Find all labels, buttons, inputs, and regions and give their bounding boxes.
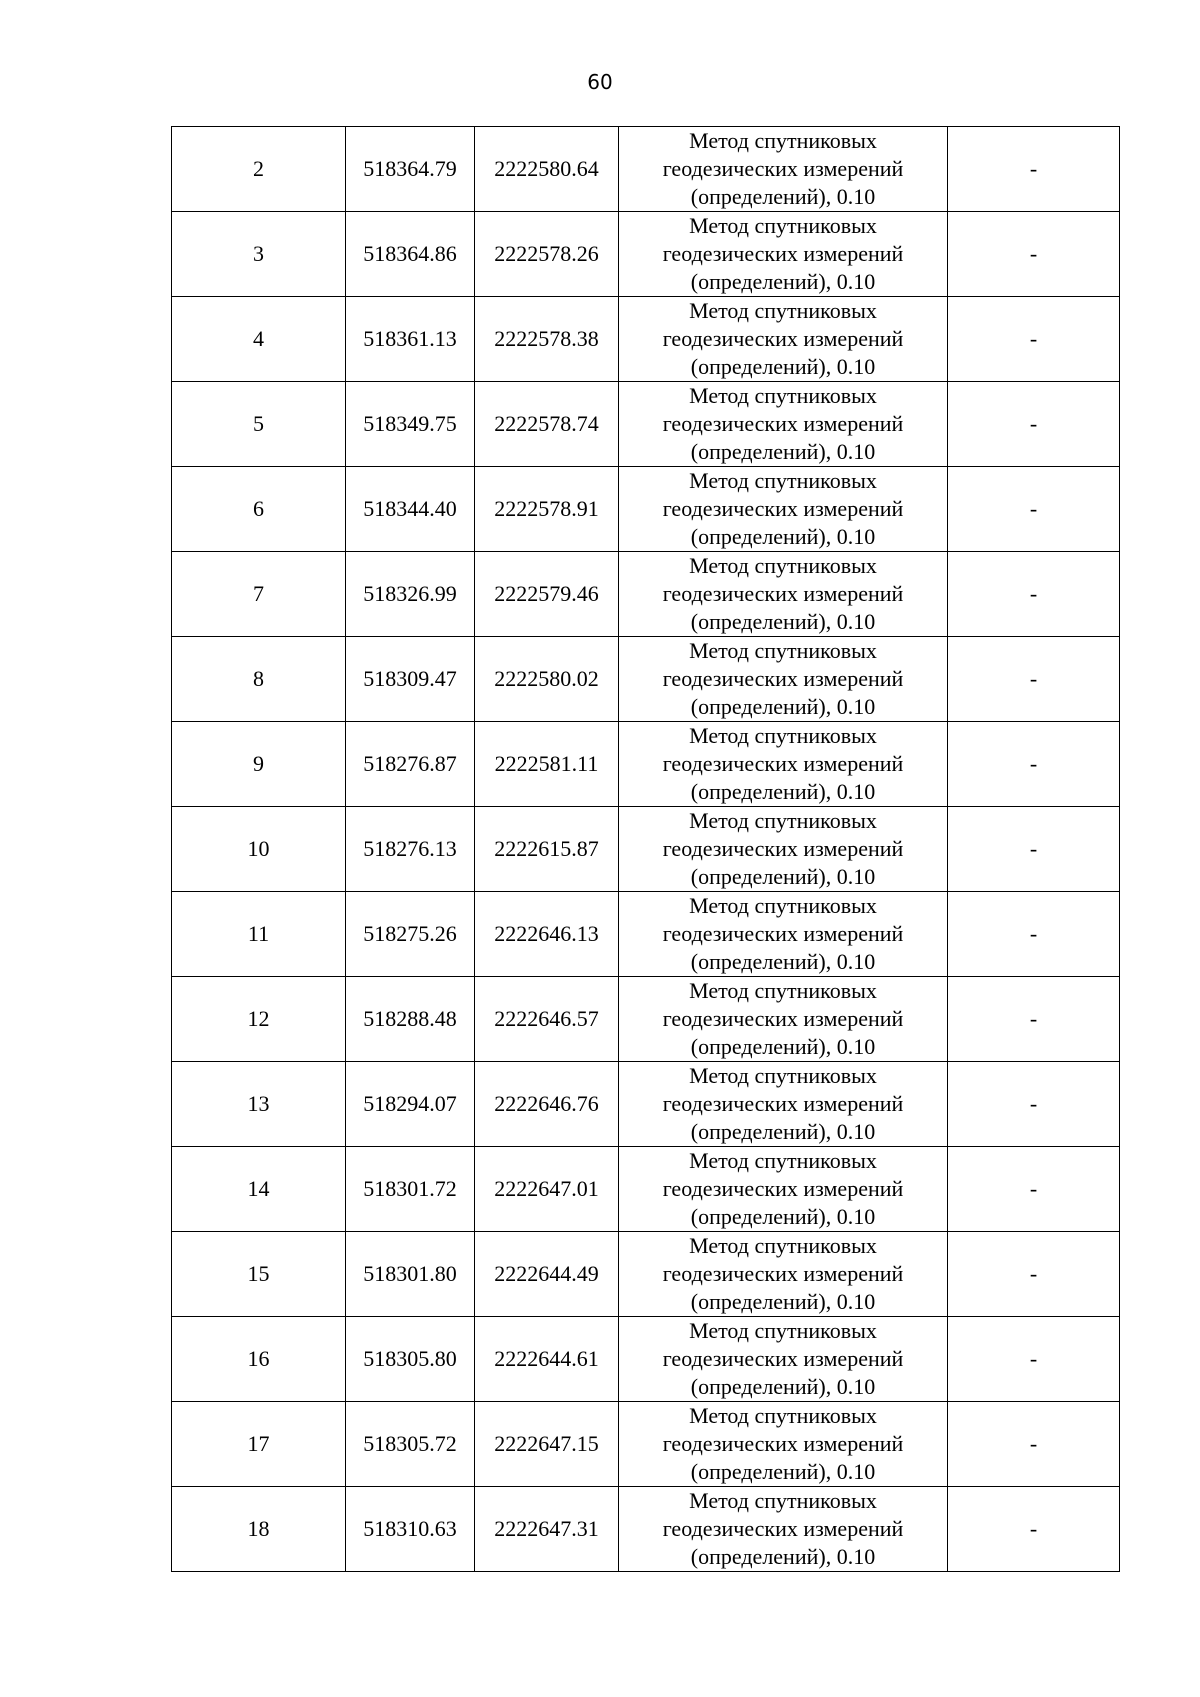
- method-line: Метод спутниковых: [689, 978, 877, 1003]
- method-line: (определений), 0.10: [690, 1034, 876, 1059]
- y-coordinate-cell: 2222615.87: [475, 807, 619, 892]
- x-coordinate-cell: 518364.79: [346, 127, 475, 212]
- table-row: [172, 382, 1120, 467]
- coordinates-table-body: [172, 127, 1120, 1572]
- method-line: Метод спутниковых: [689, 128, 877, 153]
- point-number-cell: 13: [172, 1062, 346, 1147]
- table-row: [172, 1062, 1120, 1147]
- method-cell: [619, 977, 948, 1062]
- method-line: геодезических измерений: [662, 581, 904, 606]
- point-number-cell: 3: [172, 212, 346, 297]
- x-coordinate-cell: 518310.63: [346, 1487, 475, 1572]
- note-cell: -: [948, 1402, 1120, 1487]
- note-cell: -: [948, 807, 1120, 892]
- method-line: геодезических измерений: [662, 836, 904, 861]
- method-line: (определений), 0.10: [690, 354, 876, 379]
- method-line: Метод спутниковых: [689, 893, 877, 918]
- method-line: геодезических измерений: [662, 156, 904, 181]
- x-coordinate-cell: 518349.75: [346, 382, 475, 467]
- method-line: геодезических измерений: [662, 1176, 904, 1201]
- x-coordinate-cell: 518344.40: [346, 467, 475, 552]
- note-cell: -: [948, 977, 1120, 1062]
- table-row: [172, 977, 1120, 1062]
- method-cell: [619, 1317, 948, 1402]
- method-cell: [619, 807, 948, 892]
- x-coordinate-cell: 518294.07: [346, 1062, 475, 1147]
- table-row: [172, 1317, 1120, 1402]
- method-line: (определений), 0.10: [690, 269, 876, 294]
- x-coordinate-cell: 518301.80: [346, 1232, 475, 1317]
- method-line: Метод спутниковых: [689, 1063, 877, 1088]
- y-coordinate-cell: 2222647.31: [475, 1487, 619, 1572]
- table-row: [172, 722, 1120, 807]
- x-coordinate-cell: 518364.86: [346, 212, 475, 297]
- x-coordinate-cell: 518309.47: [346, 637, 475, 722]
- table-row: [172, 127, 1120, 212]
- method-line: (определений), 0.10: [690, 779, 876, 804]
- point-number-cell: 14: [172, 1147, 346, 1232]
- method-cell: [619, 127, 948, 212]
- table-row: [172, 1402, 1120, 1487]
- method-line: геодезических измерений: [662, 666, 904, 691]
- table-row: [172, 552, 1120, 637]
- method-cell: [619, 382, 948, 467]
- note-cell: -: [948, 467, 1120, 552]
- point-number-cell: 9: [172, 722, 346, 807]
- point-number-cell: 4: [172, 297, 346, 382]
- x-coordinate-cell: 518288.48: [346, 977, 475, 1062]
- method-cell: [619, 722, 948, 807]
- method-cell: [619, 637, 948, 722]
- point-number-cell: 16: [172, 1317, 346, 1402]
- method-line: геодезических измерений: [662, 1091, 904, 1116]
- table-row: [172, 1147, 1120, 1232]
- method-cell: [619, 1487, 948, 1572]
- method-line: геодезических измерений: [662, 921, 904, 946]
- method-line: (определений), 0.10: [690, 184, 876, 209]
- point-number-cell: 11: [172, 892, 346, 977]
- method-line: (определений), 0.10: [690, 524, 876, 549]
- method-line: (определений), 0.10: [690, 694, 876, 719]
- point-number-cell: 2: [172, 127, 346, 212]
- y-coordinate-cell: 2222578.74: [475, 382, 619, 467]
- note-cell: -: [948, 1487, 1120, 1572]
- y-coordinate-cell: 2222580.64: [475, 127, 619, 212]
- y-coordinate-cell: 2222646.57: [475, 977, 619, 1062]
- method-line: геодезических измерений: [662, 1431, 904, 1456]
- method-line: Метод спутниковых: [689, 1488, 877, 1513]
- method-line: (определений), 0.10: [690, 1374, 876, 1399]
- method-cell: [619, 297, 948, 382]
- note-cell: -: [948, 297, 1120, 382]
- method-line: Метод спутниковых: [689, 468, 877, 493]
- method-line: Метод спутниковых: [689, 723, 877, 748]
- y-coordinate-cell: 2222581.11: [475, 722, 619, 807]
- y-coordinate-cell: 2222646.13: [475, 892, 619, 977]
- table-row: [172, 212, 1120, 297]
- x-coordinate-cell: 518301.72: [346, 1147, 475, 1232]
- method-line: Метод спутниковых: [689, 808, 877, 833]
- x-coordinate-cell: 518326.99: [346, 552, 475, 637]
- method-cell: [619, 1402, 948, 1487]
- note-cell: -: [948, 212, 1120, 297]
- method-line: Метод спутниковых: [689, 1148, 877, 1173]
- y-coordinate-cell: 2222578.91: [475, 467, 619, 552]
- y-coordinate-cell: 2222646.76: [475, 1062, 619, 1147]
- table-row: [172, 467, 1120, 552]
- method-line: геодезических измерений: [662, 1516, 904, 1541]
- method-line: Метод спутниковых: [689, 1233, 877, 1258]
- point-number-cell: 18: [172, 1487, 346, 1572]
- note-cell: -: [948, 1232, 1120, 1317]
- note-cell: -: [948, 892, 1120, 977]
- point-number-cell: 5: [172, 382, 346, 467]
- point-number-cell: 6: [172, 467, 346, 552]
- y-coordinate-cell: 2222578.38: [475, 297, 619, 382]
- method-line: Метод спутниковых: [689, 553, 877, 578]
- note-cell: -: [948, 722, 1120, 807]
- method-cell: [619, 1147, 948, 1232]
- method-line: (определений), 0.10: [690, 1459, 876, 1484]
- method-line: (определений), 0.10: [690, 439, 876, 464]
- note-cell: -: [948, 1062, 1120, 1147]
- y-coordinate-cell: 2222580.02: [475, 637, 619, 722]
- method-line: (определений), 0.10: [690, 1289, 876, 1314]
- table-row: [172, 892, 1120, 977]
- coordinates-table: [171, 126, 1120, 1572]
- method-cell: [619, 892, 948, 977]
- method-line: (определений), 0.10: [690, 949, 876, 974]
- method-line: геодезических измерений: [662, 1261, 904, 1286]
- method-line: Метод спутниковых: [689, 213, 877, 238]
- method-cell: [619, 467, 948, 552]
- x-coordinate-cell: 518275.26: [346, 892, 475, 977]
- method-line: (определений), 0.10: [690, 1544, 876, 1569]
- table-row: [172, 1232, 1120, 1317]
- note-cell: -: [948, 1147, 1120, 1232]
- y-coordinate-cell: 2222644.61: [475, 1317, 619, 1402]
- y-coordinate-cell: 2222578.26: [475, 212, 619, 297]
- point-number-cell: 10: [172, 807, 346, 892]
- method-line: Метод спутниковых: [689, 1318, 877, 1343]
- table-row: [172, 297, 1120, 382]
- method-line: Метод спутниковых: [689, 298, 877, 323]
- y-coordinate-cell: 2222647.01: [475, 1147, 619, 1232]
- method-cell: [619, 212, 948, 297]
- x-coordinate-cell: 518276.13: [346, 807, 475, 892]
- method-line: Метод спутниковых: [689, 1403, 877, 1428]
- method-line: Метод спутниковых: [689, 638, 877, 663]
- x-coordinate-cell: 518361.13: [346, 297, 475, 382]
- table-row: [172, 807, 1120, 892]
- method-line: Метод спутниковых: [689, 383, 877, 408]
- point-number-cell: 17: [172, 1402, 346, 1487]
- note-cell: -: [948, 382, 1120, 467]
- x-coordinate-cell: 518276.87: [346, 722, 475, 807]
- method-line: (определений), 0.10: [690, 1119, 876, 1144]
- note-cell: -: [948, 127, 1120, 212]
- x-coordinate-cell: 518305.72: [346, 1402, 475, 1487]
- method-line: (определений), 0.10: [690, 609, 876, 634]
- method-line: геодезических измерений: [662, 496, 904, 521]
- point-number-cell: 15: [172, 1232, 346, 1317]
- point-number-cell: 12: [172, 977, 346, 1062]
- note-cell: -: [948, 552, 1120, 637]
- note-cell: -: [948, 637, 1120, 722]
- method-line: геодезических измерений: [662, 241, 904, 266]
- method-line: геодезических измерений: [662, 1006, 904, 1031]
- y-coordinate-cell: 2222579.46: [475, 552, 619, 637]
- point-number-cell: 8: [172, 637, 346, 722]
- table-row: [172, 637, 1120, 722]
- method-line: (определений), 0.10: [690, 1204, 876, 1229]
- method-line: геодезических измерений: [662, 1346, 904, 1371]
- y-coordinate-cell: 2222644.49: [475, 1232, 619, 1317]
- table-row: [172, 1487, 1120, 1572]
- method-line: геодезических измерений: [662, 751, 904, 776]
- method-line: геодезических измерений: [662, 411, 904, 436]
- page-number: 60: [587, 70, 613, 94]
- method-cell: [619, 552, 948, 637]
- note-cell: -: [948, 1317, 1120, 1402]
- y-coordinate-cell: 2222647.15: [475, 1402, 619, 1487]
- method-cell: [619, 1062, 948, 1147]
- method-cell: [619, 1232, 948, 1317]
- method-line: (определений), 0.10: [690, 864, 876, 889]
- method-line: геодезических измерений: [662, 326, 904, 351]
- point-number-cell: 7: [172, 552, 346, 637]
- x-coordinate-cell: 518305.80: [346, 1317, 475, 1402]
